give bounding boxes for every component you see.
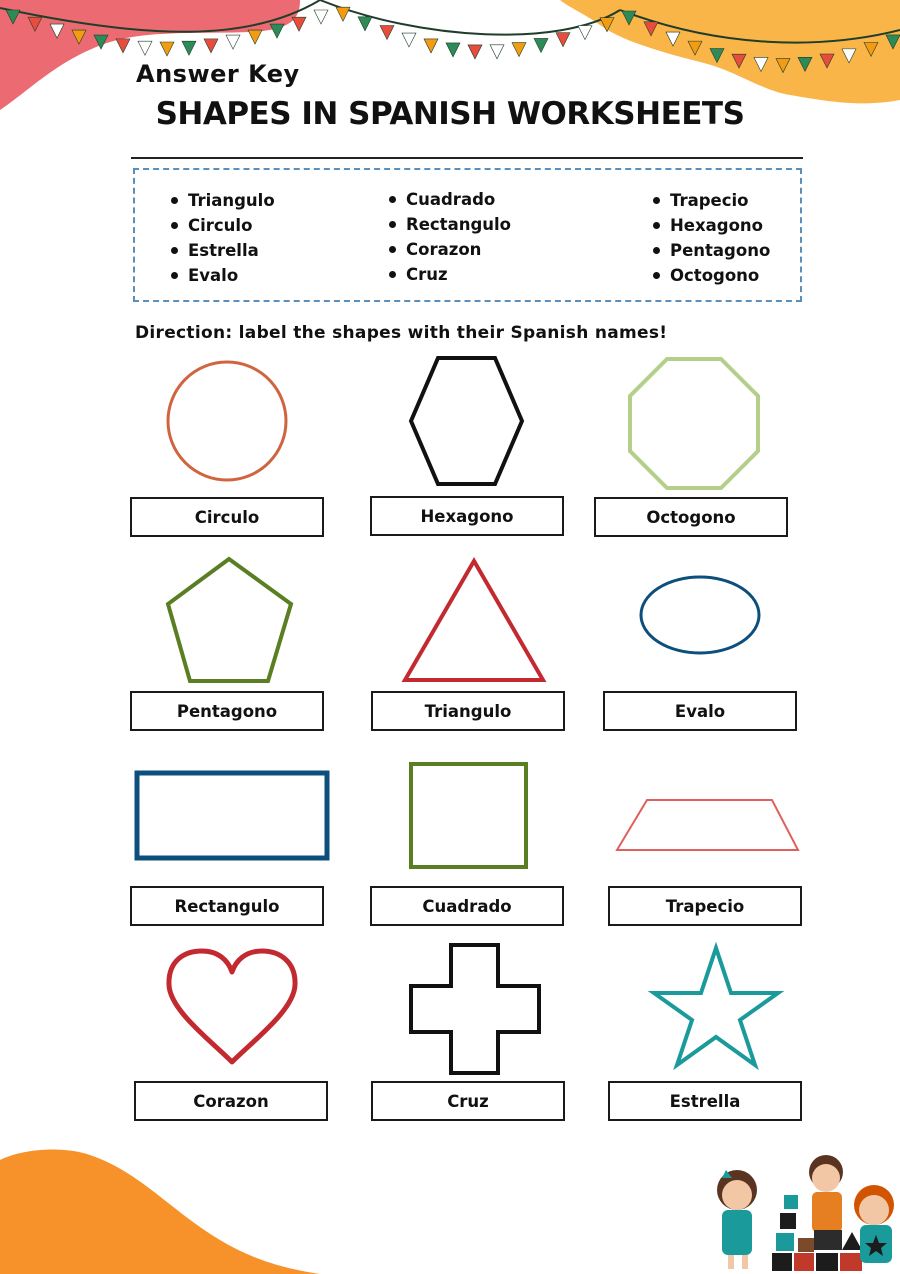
label-triangle: Triangulo bbox=[371, 691, 565, 731]
oval-shape bbox=[641, 577, 759, 653]
vocabulary-item: Octogono bbox=[653, 263, 770, 288]
heart-shape bbox=[169, 951, 295, 1062]
vocabulary-item: Estrella bbox=[171, 238, 275, 263]
page-title: SHAPES IN SPANISH WORKSHEETS bbox=[155, 96, 745, 132]
label-oval: Evalo bbox=[603, 691, 797, 731]
label-square: Cuadrado bbox=[370, 886, 564, 926]
triangle-shape bbox=[405, 561, 543, 680]
octagon-shape bbox=[630, 359, 758, 488]
direction-text: Direction: label the shapes with their Spanish names! bbox=[135, 323, 668, 343]
label-star: Estrella bbox=[608, 1081, 802, 1121]
label-hexagon: Hexagono bbox=[370, 496, 564, 536]
vocabulary-item: Triangulo bbox=[171, 188, 275, 213]
label-cross: Cruz bbox=[371, 1081, 565, 1121]
vocabulary-item: Cruz bbox=[389, 262, 511, 287]
vocabulary-item: Hexagono bbox=[653, 213, 770, 238]
star-shape bbox=[654, 948, 778, 1065]
circle-shape bbox=[168, 362, 286, 480]
vocabulary-item: Rectangulo bbox=[389, 212, 511, 237]
hexagon-shape bbox=[411, 358, 522, 484]
label-rectangle: Rectangulo bbox=[130, 886, 324, 926]
trapezoid-shape bbox=[617, 800, 798, 850]
pentagon-shape bbox=[168, 559, 291, 681]
vocabulary-item: Evalo bbox=[171, 263, 275, 288]
vocabulary-item: Circulo bbox=[171, 213, 275, 238]
answer-key-label: Answer Key bbox=[136, 60, 300, 88]
vocabulary-item: Cuadrado bbox=[389, 187, 511, 212]
cross-shape bbox=[411, 945, 539, 1073]
vocabulary-item: Pentagono bbox=[653, 238, 770, 263]
vocabulary-item: Corazon bbox=[389, 237, 511, 262]
label-pentagon: Pentagono bbox=[130, 691, 324, 731]
label-octagon: Octogono bbox=[594, 497, 788, 537]
label-heart: Corazon bbox=[134, 1081, 328, 1121]
label-circle: Circulo bbox=[130, 497, 324, 537]
rectangle-shape bbox=[137, 773, 327, 858]
label-trapezoid: Trapecio bbox=[608, 886, 802, 926]
vocabulary-item: Trapecio bbox=[653, 188, 770, 213]
square-shape bbox=[411, 764, 526, 867]
